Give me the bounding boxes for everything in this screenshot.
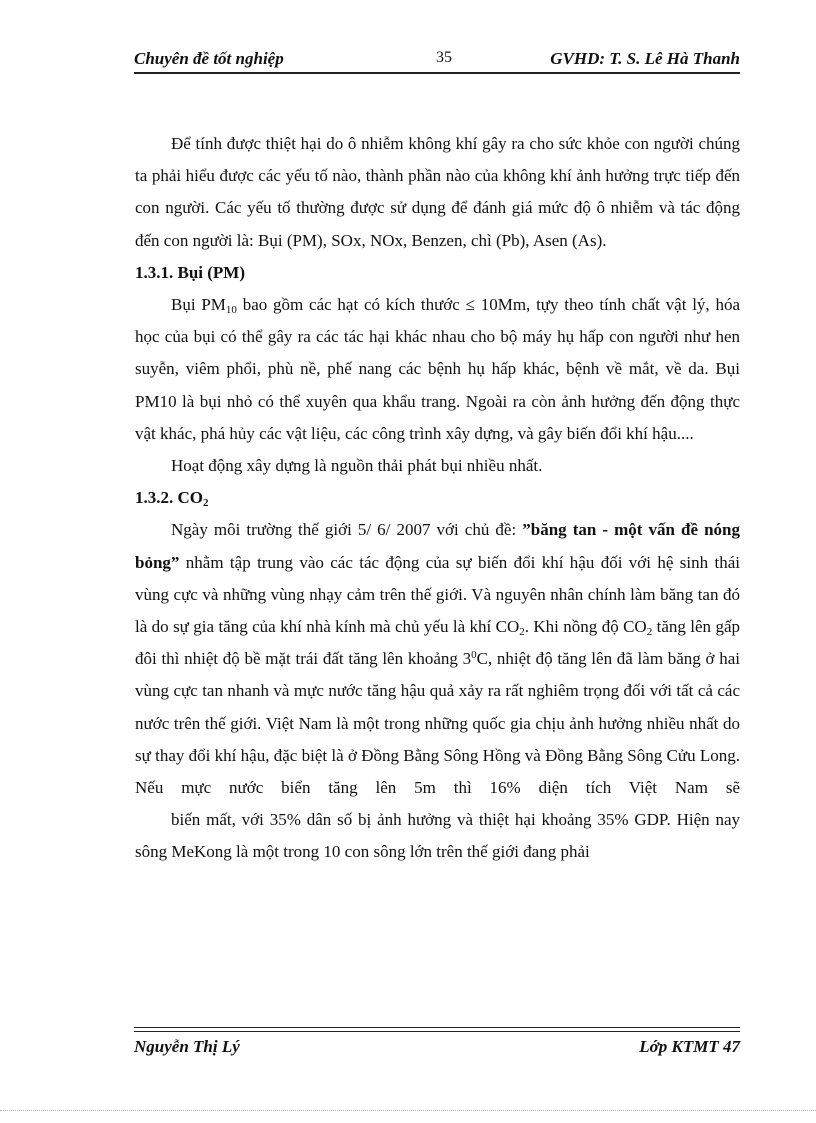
paragraph-construction: Hoạt động xây dựng là nguồn thải phát bụi nhiều nhất. (171, 456, 543, 476)
text-segment: Bụi PM (171, 295, 226, 315)
section-heading-dust: 1.3.1. Bụi (PM) (135, 262, 246, 282)
page-body (135, 128, 740, 869)
header-supervisor: GVHD: T. S. Lê Hà Thanh (550, 49, 740, 68)
subscript: 2 (203, 497, 209, 510)
text-segment: Ngày môi trường thế giới 5/ 6/ 2007 với chủ đề: (171, 520, 523, 540)
subscript: 2 (519, 626, 525, 639)
bold-quote: ”băng tan - một vấn đề nóng bỏng” (135, 520, 740, 572)
paragraph-mekong: biến mất, với 35% dân số bị ảnh hưởng và thiệt hại khoảng 35% GDP. Hiện nay sông MeKong là một trong 10 con sông lớn trên thế giới đang phải (135, 810, 740, 862)
page-header (134, 46, 740, 74)
section-heading-co2 (135, 482, 740, 514)
paragraph-dust (135, 289, 740, 450)
text-segment: tăng lên gấp đôi thì nhiệt độ bề mặt trái đất tăng lên khoảng 3 (135, 617, 740, 669)
subscript: 10 (225, 304, 237, 317)
subscript: 2 (646, 626, 653, 639)
footer-class: Lớp KTMT 47 (639, 1037, 740, 1056)
page-number: 35 (436, 49, 452, 66)
superscript: 0 (471, 649, 477, 662)
heading-text: 1.3.2. CO (135, 488, 203, 508)
header-title: Chuyên đề tốt nghiệp (134, 49, 284, 68)
text-segment: nhằm tập trung vào các tác động của sự biến đổi khí hậu đối với hệ sinh thái vùng cực và những vùng nhạy cảm trên thế giới. Và nguyên nhân chính làm băng tan đó là do sự gia tăng của khí nhà kính mà chủ yếu là khí CO (135, 552, 740, 637)
text-segment: . Khi nồng độ CO (524, 617, 647, 637)
footer-rule (134, 1027, 740, 1032)
paragraph-co2 (135, 514, 740, 804)
text-segment: C, nhiệt độ tăng lên đã làm băng ở hai vùng cực tan nhanh và mực nước tăng hậu quả xảy ra rất nghiêm trọng đối với tất cả các nước trên thế giới. Việt Nam là một trong những quốc gia chịu ảnh hưởng nhiều nhất do sự thay đổi khí hậu, đặc biệt là ở Đồng Bằng Sông Hồng và Đồng Bằng Sông Cửu Long. Nếu mực nước biển tăng lên 5m thì 16% diện tích Việt Nam sẽ (135, 649, 740, 798)
page-bottom-dotted-line (0, 1110, 816, 1111)
footer-author: Nguyễn Thị Lý (134, 1037, 240, 1056)
text-segment: bao gồm các hạt có kích thước ≤ 10Mm, tựy theo tính chất vật lý, hóa học của bụi có thể gây ra các tác hại khác nhau cho bộ máy hụ hấp con người như hen suyễn, viêm phổi, phù nề, phế nang các bệnh hụ hấp khác, bệnh về mắt, về da. Bụi PM10 là bụi nhỏ có thể xuyên qua khẩu trang. Ngoài ra còn ảnh hưởng đến động thực vật khác, phá hủy các vật liệu, các công trình xây dựng, và gây biến đổi khí hậu.... (135, 295, 740, 443)
paragraph-intro: Để tính được thiệt hại do ô nhiễm không khí gây ra cho sức khỏe con người chúng ta phải hiểu được các yếu tố nào, thành phần nào của không khí ảnh hưởng trực tiếp đến con người. Các yếu tố thường được sử dụng để đánh giá mức độ ô nhiễm và tác động đến con người là: Bụi (PM), SOx, NOx, Benzen, chì (Pb), Asen (As). (135, 134, 740, 250)
